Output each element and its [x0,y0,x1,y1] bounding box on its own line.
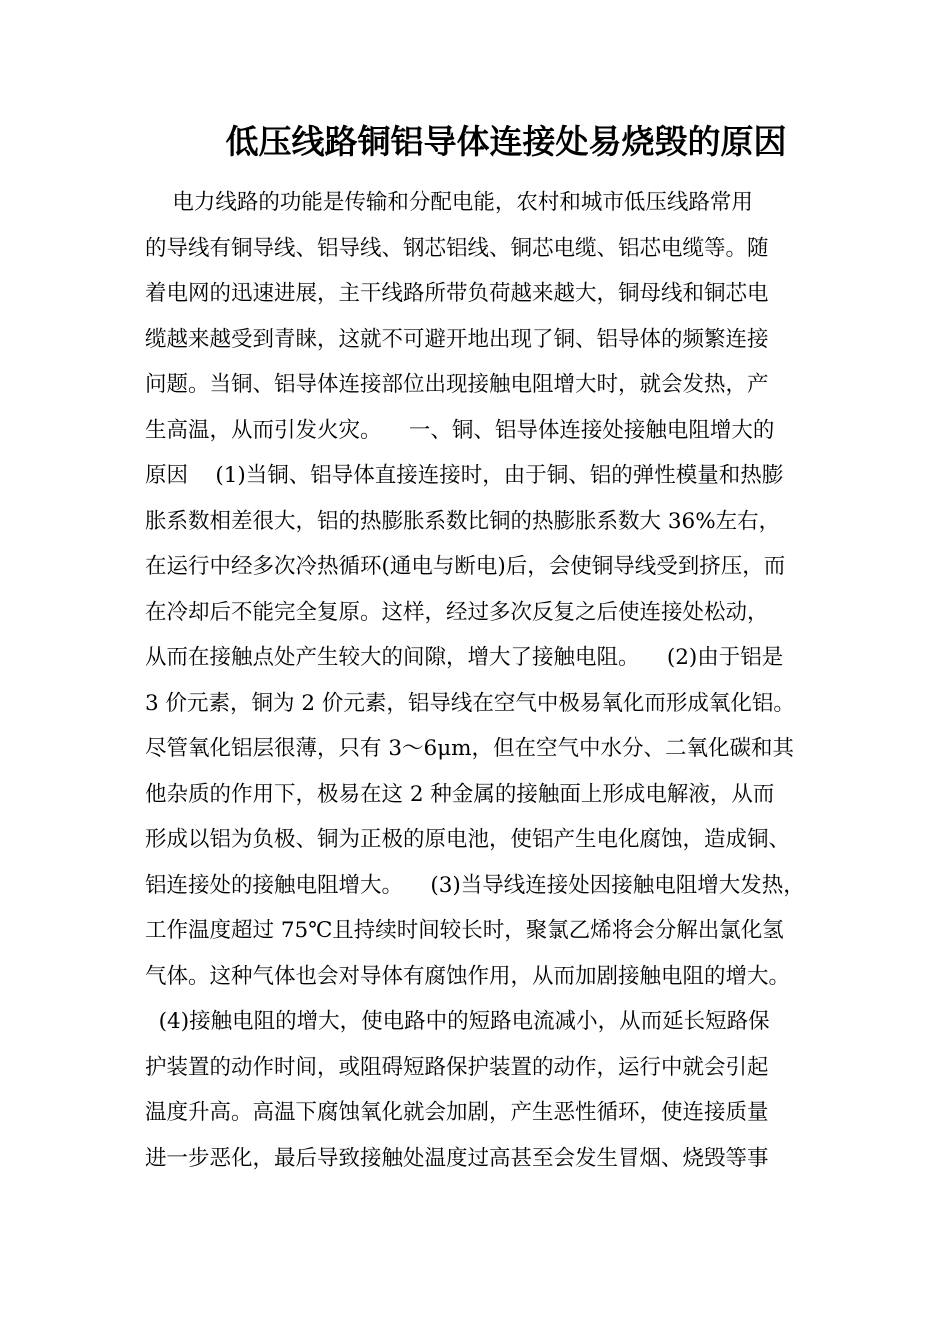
text-line: 进一步恶化，最后导致接触处温度过高甚至会发生冒烟、烧毁等事 [145,1145,769,1171]
text-line: 问题。当铜、铝导体连接部位出现接触电阻增大时，就会发热，产 [145,372,769,397]
text-line: 原因 (1)当铜、铝导体直接连接时，由于铜、铝的弹性模量和热膨 [145,463,784,488]
text-line: 温度升高。高温下腐蚀氧化就会加剧，产生恶性循环，使连接质量 [145,1100,769,1125]
text-line: 缆越来越受到青睐，这就不可避开地出现了铜、铝导体的频繁连接 [145,326,769,352]
text-line: 气体。这种气体也会对导体有腐蚀作用，从而加剧接触电阻的增大。 [145,963,791,989]
text-line: 铝连接处的接触电阻增大。 (3)当导线连接处因接触电阻增大发热， [145,872,805,898]
text-line: 3 价元素，铜为 2 价元素，铝导线在空气中极易氧化而形成氧化铝。 [145,690,795,716]
document-title: 低压线路铜铝导体连接处易烧毁的原因 [225,122,787,161]
text-line: 生高温，从而引发火灾。 一、铜、铝导体连接处接触电阻增大的 [145,417,775,443]
text-line: 尽管氧化铝层很薄，只有 3～6μm，但在空气中水分、二氧化碳和其 [145,736,795,761]
text-line: 电力线路的功能是传输和分配电能，农村和城市低压线路常用 [145,190,753,215]
text-line: 他杂质的作用下，极易在这 2 种金属的接触面上形成电解液，从而 [145,781,775,807]
text-line: (4)接触电阻的增大，使电路中的短路电流减小，从而延长短路保 [145,1009,770,1034]
text-line: 在冷却后不能完全复原。这样，经过多次反复之后使连接处松动， [145,599,769,625]
text-line: 形成以铝为负极、铜为正极的原电池，使铝产生电化腐蚀，造成铜、 [145,827,791,852]
text-line: 工作温度超过 75℃且持续时间较长时，聚氯乙烯将会分解出氯化氢 [145,918,784,943]
text-line: 从而在接触点处产生较大的间隙，增大了接触电阻。 (2)由于铝是 [145,645,784,670]
text-line: 护装置的动作时间，或阻碍短路保护装置的动作，运行中就会引起 [145,1054,769,1080]
text-line: 在运行中经多次冷热循环(通电与断电)后，会使铜导线受到挤压，而 [145,554,786,579]
document-body [145,180,835,1181]
text-line: 胀系数相差很大，铝的热膨胀系数比铜的热膨胀系数大 36%左右， [145,508,781,534]
text-line: 的导线有铜导线、铝导线、钢芯铝线、铜芯电缆、铝芯电缆等。随 [145,235,769,261]
text-line: 着电网的迅速进展，主干线路所带负荷越来越大，铜母线和铜芯电 [145,281,769,306]
